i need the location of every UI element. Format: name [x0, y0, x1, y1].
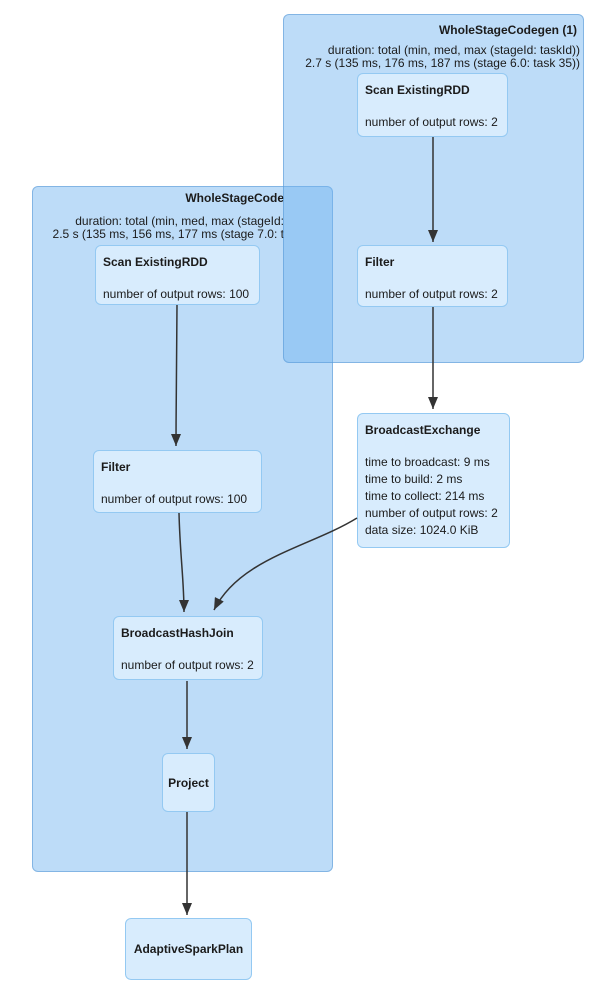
node-metrics	[365, 286, 500, 303]
node-metrics	[365, 454, 502, 539]
node-metric: number of output rows: 2	[365, 287, 498, 301]
node-metrics	[365, 114, 500, 131]
node-adaptive-spark-plan[interactable]	[125, 918, 252, 980]
node-title: Filter	[101, 460, 131, 474]
node-metric: time to broadcast: 9 ms	[365, 455, 490, 469]
node-broadcast-exchange[interactable]	[357, 413, 510, 548]
duration-line: duration: total (min, med, max (stageId: taskId))	[327, 43, 580, 57]
cluster-duration	[305, 44, 580, 70]
node-metrics	[121, 657, 255, 674]
node-metric: number of output rows: 2	[365, 115, 498, 129]
node-metrics	[101, 491, 254, 508]
node-title: BroadcastExchange	[365, 423, 481, 437]
node-filter-2[interactable]	[93, 450, 262, 513]
cluster-title: WholeStageCodegen (1)	[438, 23, 577, 37]
cluster-title: WholeStageCode	[185, 191, 284, 205]
node-metric: number of output rows: 2	[121, 658, 254, 672]
cluster-duration	[33, 215, 284, 241]
node-title: Project	[168, 775, 209, 790]
node-metric: number of output rows: 100	[101, 492, 248, 506]
node-metric: number of output rows: 2	[365, 506, 498, 520]
duration-line: 2.7 s (135 ms, 176 ms, 187 ms (stage 6.0: task 35))	[305, 56, 580, 70]
duration-line: duration: total (min, med, max (stageId:	[75, 214, 284, 228]
node-title: Scan ExistingRDD	[103, 255, 208, 269]
node-metric: time to build: 2 ms	[365, 472, 463, 486]
node-filter-1[interactable]	[357, 245, 508, 307]
node-metric: data size: 1024.0 KiB	[365, 523, 479, 537]
node-title: AdaptiveSparkPlan	[133, 942, 244, 956]
duration-line: 2.5 s (135 ms, 156 ms, 177 ms (stage 7.0: t	[52, 227, 284, 241]
node-scan-existingrdd-2[interactable]	[95, 245, 260, 305]
node-broadcast-hash-join[interactable]	[113, 616, 263, 680]
node-project[interactable]	[162, 753, 215, 812]
node-title: Scan ExistingRDD	[365, 83, 470, 97]
node-scan-existingrdd-1[interactable]	[357, 73, 508, 137]
node-title: Filter	[365, 255, 395, 269]
node-metrics	[103, 286, 252, 303]
node-metric: time to collect: 214 ms	[365, 489, 485, 503]
node-title: BroadcastHashJoin	[121, 626, 234, 640]
cluster-wholestagecodegen-1	[283, 14, 584, 363]
node-metric: number of output rows: 100	[103, 287, 250, 301]
